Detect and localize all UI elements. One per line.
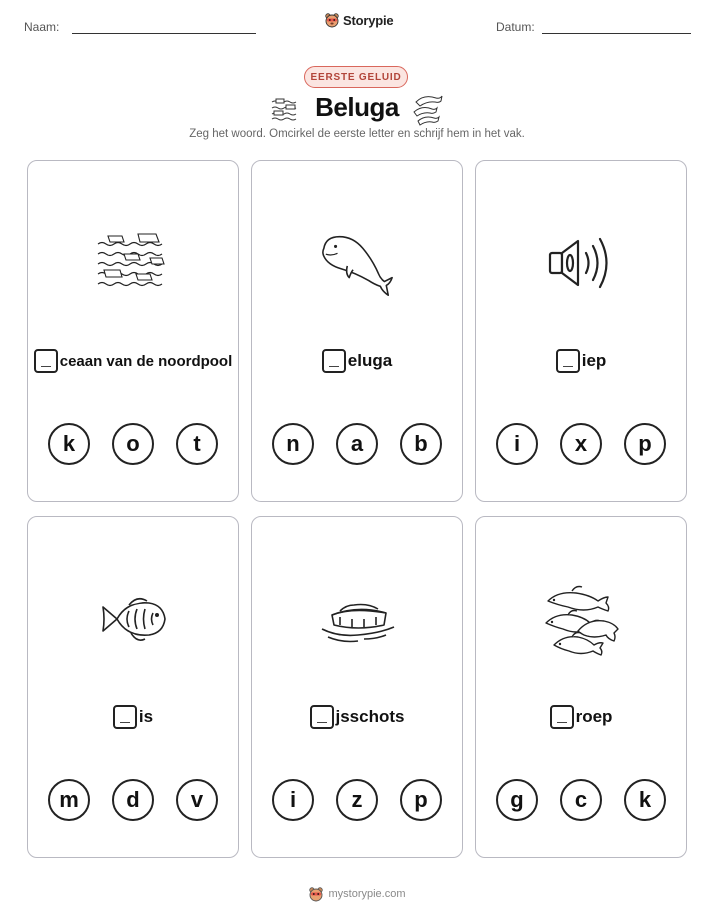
letter-option[interactable]: n [272, 423, 314, 465]
letter-options [252, 779, 462, 821]
letter-option[interactable]: b [400, 423, 442, 465]
letter-option[interactable]: c [560, 779, 602, 821]
page-title: Beluga [315, 92, 399, 122]
name-write-line[interactable] [72, 33, 256, 34]
letter-option[interactable]: t [176, 423, 218, 465]
letter-option[interactable]: p [400, 779, 442, 821]
name-label: Naam: [24, 20, 60, 34]
word-prompt [252, 705, 462, 729]
letter-option[interactable]: x [560, 423, 602, 465]
beluga-whale-icon [318, 228, 398, 298]
word-rest: ceaan van de noordpool [59, 352, 233, 370]
date-label: Datum: [496, 20, 535, 34]
brand-name: Storypie [343, 12, 394, 28]
dolphin-pod-icon [542, 579, 622, 659]
answer-box[interactable] [113, 705, 137, 729]
brand-logo [324, 12, 393, 28]
letter-option[interactable]: g [496, 779, 538, 821]
answer-box[interactable] [34, 349, 58, 373]
word-card [251, 516, 463, 858]
word-card [251, 160, 463, 502]
letter-options [476, 423, 686, 465]
letter-options [28, 423, 238, 465]
answer-box[interactable] [550, 705, 574, 729]
word-rest: roep [575, 707, 613, 726]
ice-floe-icon [318, 593, 398, 645]
letter-option[interactable]: d [112, 779, 154, 821]
letter-option[interactable]: m [48, 779, 90, 821]
word-prompt [252, 349, 462, 373]
word-card [27, 516, 239, 858]
answer-box[interactable] [310, 705, 334, 729]
instructions: Zeg het woord. Omcirkel de eerste letter en schrijf hem in het vak. [189, 128, 525, 140]
word-prompt [28, 705, 238, 729]
word-card [27, 160, 239, 502]
footer [0, 886, 714, 902]
word-rest: iep [581, 351, 607, 370]
letter-option[interactable]: v [176, 779, 218, 821]
sea-ice-icon [94, 230, 174, 296]
speaker-sound-icon [546, 233, 618, 293]
word-rest: jsschots [335, 707, 405, 726]
letter-option[interactable]: o [112, 423, 154, 465]
word-prompt [476, 705, 686, 729]
fish-icon [99, 593, 169, 645]
footer-url[interactable]: mystorypie.com [328, 888, 406, 900]
letter-options [28, 779, 238, 821]
storypie-mascot-icon [308, 886, 324, 902]
date-write-line[interactable] [542, 33, 691, 34]
answer-box[interactable] [556, 349, 580, 373]
letter-option[interactable]: a [336, 423, 378, 465]
storypie-mascot-icon [324, 12, 340, 28]
word-card [475, 516, 687, 858]
word-rest: is [138, 707, 154, 726]
dolphin-pod-icon [410, 92, 446, 126]
worksheet-type-badge: EERSTE GELUID [304, 66, 408, 88]
word-prompt [476, 349, 686, 373]
answer-box[interactable] [322, 349, 346, 373]
word-card [475, 160, 687, 502]
word-rest: eluga [347, 351, 393, 370]
word-prompt [28, 349, 238, 373]
letter-option[interactable]: i [272, 779, 314, 821]
letter-option[interactable]: i [496, 423, 538, 465]
letter-option[interactable]: k [624, 779, 666, 821]
letter-option[interactable]: k [48, 423, 90, 465]
letter-option[interactable]: p [624, 423, 666, 465]
letter-options [476, 779, 686, 821]
letter-option[interactable]: z [336, 779, 378, 821]
letter-options [252, 423, 462, 465]
